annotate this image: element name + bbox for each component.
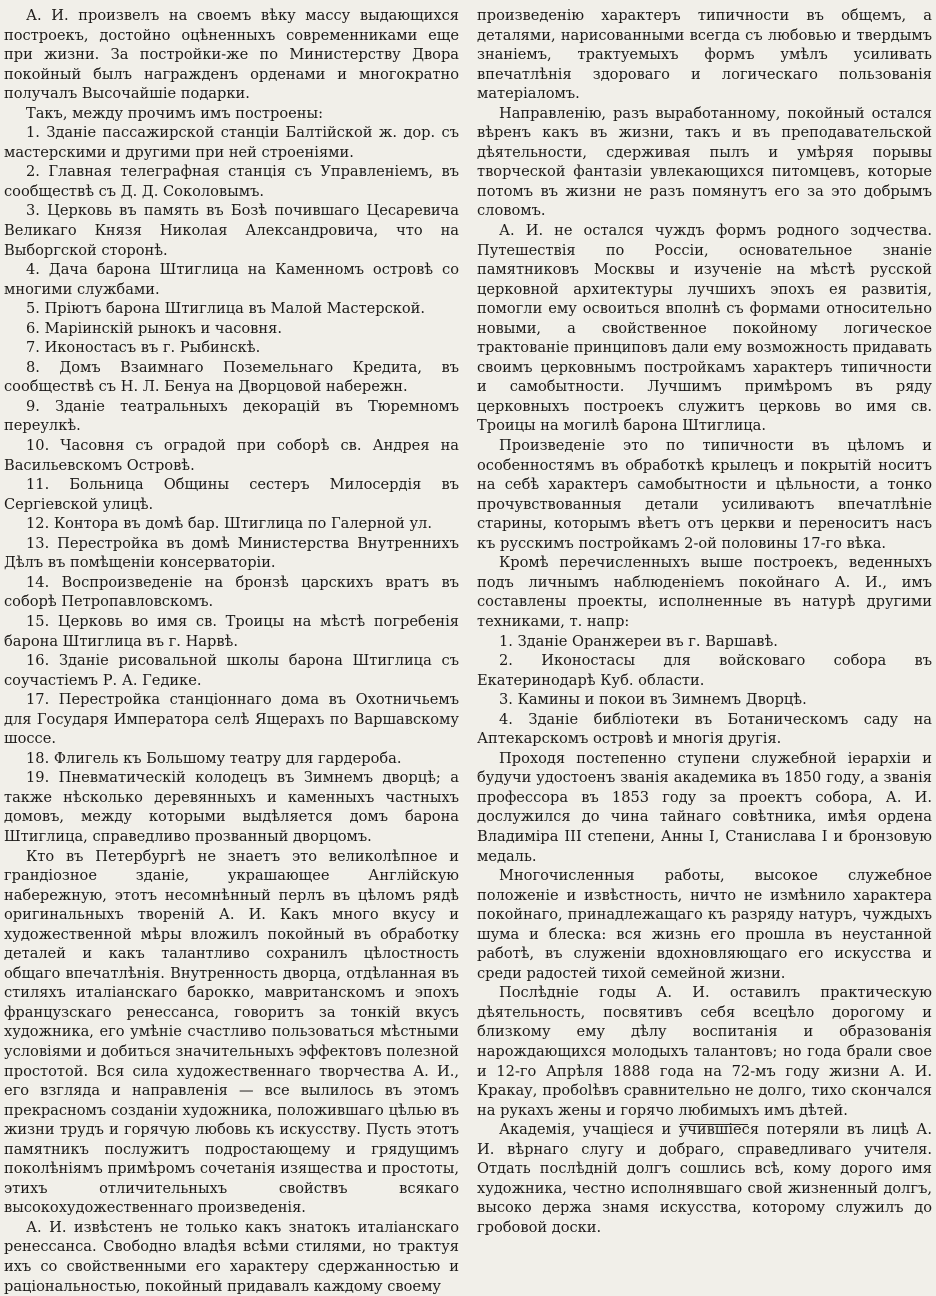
list-item: 16. Зданіе рисовальной школы барона Штиглица съ соучастіемъ Р. А. Гедике. [4,652,459,689]
list-item: 9. Зданіе театральныхъ декорацій въ Тюремномъ переулкѣ. [4,397,459,435]
paragraph-renaissance: А. И. извѣстенъ не только какъ знатокъ италіанскаго ренессанса. Свободно владѣя всѣми стилями, но трактуя ихъ со свойственными его характеру сдержанностью и раціональностью, покойный придавалъ каждому своему [4,1218,459,1295]
list-item: 15. Церковь во имя св. Троицы на мѣстѣ погребенія барона Штиглица въ г. Нарвѣ. [4,612,459,650]
right-column [477,6,932,1236]
list-item: 11. Больница Общины сестеръ Милосердія въ Сергіевской улицѣ. [4,476,459,513]
paragraph-direction: Направленію, разъ выработанному, покойный остался вѣренъ какъ въ жизни, такъ и въ преподавательской дѣятельности, сдерживая пылъ и умѣряя порывы творческой фантазіи увлекающихся питомцевъ, которые потомъ въ жизни не разъ помянутъ его за это добрымъ словомъ. [477,104,932,220]
paragraph-russian-architecture: А. И. не остался чуждъ формъ родного зодчества. Путешествія по Россіи, основательное знаніе памятниковъ Москвы и изученіе на мѣстѣ русской церковной архитектуры лучшихъ эпохъ ея развитія, помогли ему освоиться вполнѣ съ формами относительно новыми, а свойственное покойному логическое трактованіе принциповъ дали ему возможность придавать своимъ церковнымъ постройкамъ характеръ типичности и самобытности. Лучшимъ примѣромъ въ ряду церковныхъ построекъ служитъ церковь во имя св. Троицы на могилѣ барона Штиглица. [477,222,932,435]
list-item: 19. Пневматическій колодецъ въ Зимнемъ дворцѣ; а также нѣсколько деревянныхъ и каменныхъ частныхъ домовъ, между которыми выдѣляется домъ барона Штиглица, справедливо прозванный дворцомъ. [4,769,459,845]
list-item: 14. Воспроизведеніе на бронзѣ царскихъ вратъ въ соборѣ Петропавловскомъ. [4,573,459,611]
list-item: 18. Флигель къ Большому театру для гардероба. [26,749,402,767]
list-item: 1. Зданіе Оранжереи въ г. Варшавѣ. [499,632,778,650]
list-item: 17. Перестройка станціоннаго дома въ Охотничьемъ для Государя Императора селѣ Ящерахъ по Варшавскому шоссе. [4,691,459,748]
closing-rule [680,1124,748,1125]
paragraph-last-years: Послѣдніе годы А. И. оставилъ практическую дѣятельность, посвятивъ себя всецѣло дорогому и близкому ему дѣлу воспитанія и образованія нарождающихся молодыхъ талантовъ; но года брали свое и 12-го Апрѣля 1888 года на 72-мъ году жизни А. И. Кракау, пробolѣвъ сравнительно не долго, тихо скончался на рукахъ жены и горячо любимыхъ имъ дѣтей. [477,984,932,1119]
paragraph-continuation: произведенію характеръ типичности въ общемъ, а деталями, нарисованными всегда съ любовью и твердымъ знаніемъ, трактуемыхъ формъ умѣлъ усиливать впечатлѣнія здороваго и логическаго пользованія матеріаломъ. [477,7,932,103]
list-item: 2. Иконостасы для войсковаго собора въ Екатеринодарѣ Куб. области. [477,652,932,689]
left-column [4,6,459,1295]
paragraph-academy: Академія, учащіеся и учившіеся потеряли въ лицѣ А. И. вѣрнаго слугу и добраго, справедливаго учителя. Отдать послѣдній долгъ сошлись всѣ, кому дорого имя художника, честно исполнявшаго свой жизненный долгъ, высоко держа знамя искусства, которому служилъ до гробовой доски. [477,1121,932,1236]
list-item: 3. Церковь въ память въ Бозѣ почившаго Цесаревича Великаго Князя Николая Александровича, что на Выборгской сторонѣ. [4,202,459,259]
list-item: 5. Пріютъ барона Штиглица въ Малой Мастерской. [26,300,426,318]
paragraph-character: Многочисленныя работы, высокое служебное положеніе и извѣстность, ничто не измѣнило характера покойнаго, принадлежащаго къ разряду натуръ, чуждыхъ шума и блеска: вся жизнь его прошла въ неустанной работѣ, въ служеніи вдохновляющаго его искусства и среди радостей тихой семейной жизни. [477,867,932,982]
paragraph-list-heading: Такъ, между прочимъ имъ построены: [26,104,324,122]
list-item: 13. Перестройка въ домѣ Министерства Внутреннихъ Дѣлъ въ помѣщеніи консерваторіи. [4,534,459,572]
list-item: 12. Контора въ домѣ бар. Штиглица по Галерной ул. [26,515,432,533]
list-item: 8. Домъ Взаимнаго Поземельнаго Кредита, въ сообществѣ съ Н. Л. Бенуа на Дворцовой набережн. [4,358,459,396]
paragraph-stieglitz-palace: Кто въ Петербургѣ не знаетъ это великолѣпное и грандіозное зданіе, украшающее Англійскую набережную, этотъ несомнѣнный перлъ въ цѣломъ рядѣ оригинальныхъ твореній А. И. Какъ много вкусу и художественной мѣры вложилъ покойный въ обработку деталей и какъ талантливо сохранилъ цѣлостность общаго впечатлѣнія. Внутренность дворца, отдѣланная въ стиляхъ италіанскаго барокко, мавританскомъ и эпохъ французскаго ренессанса, говоритъ за тонкій вкусъ художника, его умѣніе счастливо пользоваться мѣстными условіями и добиться значительныхъ эффектовъ полезной простотой. Вся сила художественнаго творчества А. И., его взгляда и направленія — все вылилось въ этомъ прекрасномъ созданіи художника, положившаго цѣлью въ жизни трудъ и горячую любовь къ искусству. Пусть этотъ памятникъ послужитъ подростающему и грядущимъ поколѣніямъ примѣромъ сочетанія изящества и простоты, этихъ отличительныхъ свойствъ всякаго высокохудожественнаго произведенія. [4,847,459,1217]
list-item: 4. Дача барона Штиглица на Каменномъ островѣ со многими службами. [4,261,459,298]
list-item: 4. Зданіе библіотеки въ Ботаническомъ саду на Аптекарскомъ островѣ и многія другія. [477,710,932,748]
list-item: 6. Маріинскій рынокъ и часовня. [26,319,282,337]
list-item: 1. Зданіе пассажирской станціи Балтійской ж. дор. съ мастерскими и другими при ней строеніями. [4,124,459,161]
list-item: 3. Камины и покои въ Зимнемъ Дворцѣ. [499,691,807,709]
list-item: 2. Главная телеграфная станція съ Управленіемъ, въ сообществѣ съ Д. Д. Соколовымъ. [4,163,459,200]
paragraph-other-projects: Кромѣ перечисленныхъ выше построекъ, веденныхъ подъ личнымъ наблюденіемъ покойнаго А. И., имъ составлены проекты, исполненные въ натурѣ другими техниками, т. напр: [477,554,932,630]
list-item: 7. Иконостасъ въ г. Рыбинскѣ. [26,339,261,357]
paragraph-intro: А. И. произвелъ на своемъ вѣку массу выдающихся построекъ, достойно оцѣненныхъ современниками еще при жизни. За постройки-же по Министерству Двора покойный былъ награжденъ орденами и многократно получалъ Высочайшіе подарки. [4,7,459,103]
paragraph-career: Проходя постепенно ступени служебной іерархіи и будучи удостоенъ званія академика въ 1850 году, а званія профессора въ 1853 году за проектъ собора, А. И. дослужился до чина тайнаго совѣтника, имѣя ордена Владиміра III степени, Анны I, Станислава I и бронзовую медаль. [477,749,932,865]
paragraph-trinity-church: Произведеніе это по типичности въ цѣломъ и особенностямъ въ обработкѣ крылецъ и покрытій носитъ на себѣ характеръ самобытности и цѣльности, а тонко прочувствованныя детали усиливаютъ впечатлѣніе старины, которымъ вѣетъ отъ церкви и переноситъ насъ къ русскимъ постройкамъ 2-ой половины 17-го вѣка. [477,437,932,552]
list-item: 10. Часовня съ оградой при соборѣ св. Андрея на Васильевскомъ Островѣ. [4,437,459,474]
